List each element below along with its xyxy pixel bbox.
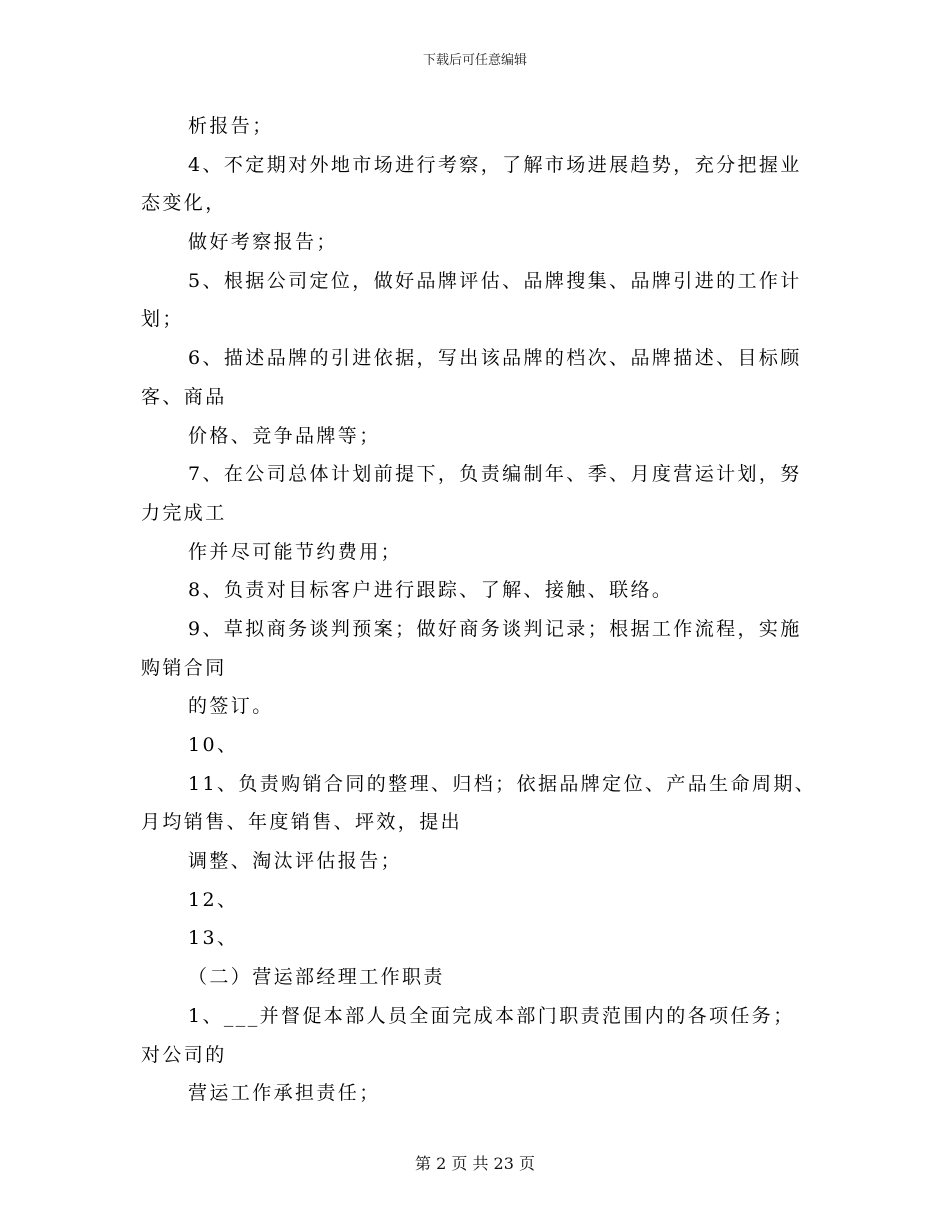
text-line: 营运工作承担责任； — [188, 1082, 381, 1105]
text-line: 做好考察报告； — [188, 231, 338, 254]
text-line: 购销合同 — [141, 656, 227, 679]
text-line: 10、 — [188, 734, 239, 756]
text-line: 析报告； — [188, 115, 274, 137]
text-line: 力完成工 — [141, 501, 227, 524]
text-line: 5、根据公司定位，做好品牌评估、品牌搜集、品牌引进的工作计 — [188, 269, 802, 292]
text-line: 12、 — [188, 888, 239, 911]
text-line: 11、负责购销合同的整理、归档；依据品牌定位、产品生命周期、 — [188, 772, 817, 795]
text-line: 调整、淘汰评估报告； — [188, 850, 403, 873]
document-body — [141, 107, 821, 1113]
page-number-footer: 第 2 页 共 23 页 — [415, 1154, 535, 1173]
text-line: 客、商品 — [141, 385, 227, 408]
text-line: 作并尽可能节约费用； — [188, 540, 403, 563]
text-line: 8、负责对目标客户进行跟踪、了解、接触、联络。 — [188, 579, 674, 602]
text-line: 月均销售、年度销售、坪效，提出 — [141, 811, 463, 834]
text-line: 4、不定期对外地市场进行考察，了解市场进展趋势，充分把握业 — [188, 153, 802, 176]
text-line: 的签订。 — [188, 695, 274, 718]
text-line: 1、___并督促本部人员全面完成本部门职责范围内的各项任务； — [188, 1004, 795, 1027]
text-line: 划； — [141, 308, 184, 331]
text-line: 9、草拟商务谈判预案；做好商务谈判记录；根据工作流程，实施 — [188, 617, 802, 640]
text-line: 6、描述品牌的引进依据，写出该品牌的档次、品牌描述、目标顾 — [188, 347, 802, 370]
page-header-note: 下载后可任意编辑 — [422, 53, 527, 68]
text-line: 态变化， — [141, 192, 227, 215]
text-line: 7、在公司总体计划前提下，负责编制年、季、月度营运计划，努 — [188, 463, 802, 486]
text-line: 价格、竞争品牌等； — [188, 424, 381, 447]
text-line: （二）营运部经理工作职责 — [188, 966, 445, 989]
text-line: 对公司的 — [141, 1043, 227, 1066]
text-line: 13、 — [188, 927, 239, 950]
